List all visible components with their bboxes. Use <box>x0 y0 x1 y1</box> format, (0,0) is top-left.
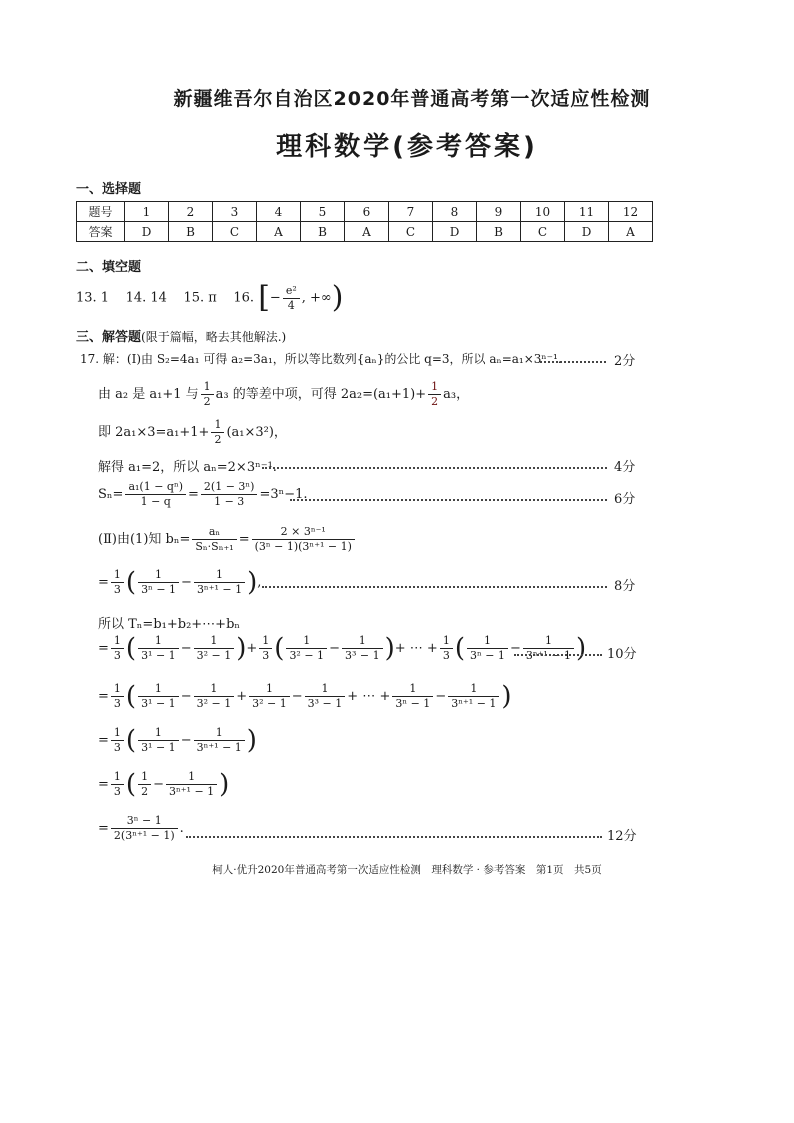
answer-cell: D <box>565 222 609 242</box>
q17-line-3: 即 2a₁×3=a₁+1+ $\frac{1}{2}$ (a₁×3²)， <box>98 418 287 446</box>
score-10: 10分 <box>607 647 637 662</box>
answer-cell: C <box>213 222 257 242</box>
fill-answers: 13. 1 14. 14 15. π 16. [− $\frac{\text{e²}}{4}$ , +∞) <box>76 280 344 315</box>
q17-line-9: = $\frac{1}{3}$ ( $\frac{1}{\text{3¹ − 1}}$ − $\frac{1}{\text{3² − 1}}$ )+ $\frac{1}{3}$ ( $\frac{1}{\text{3² − 1}}$ − $\frac{1}{\text{3³ − 1}}$ )+ ⋯ + $\frac{1}{3}$ ( $\frac{1}{\text{3ⁿ − 1}}$ − $\frac{1}{\text{3ⁿ⁺¹ − 1}}$ ) <box>98 633 587 664</box>
question-number: 6 <box>345 202 389 222</box>
question-number: 3 <box>213 202 257 222</box>
q17-line-5: Sₙ= $\frac{\text{a₁(1 − qⁿ)}}{1 - q}$ = $\frac{\text{2(1 − 3ⁿ)}}{1 - 3}$ =3ⁿ−1. <box>98 480 308 508</box>
q17-line-6: (Ⅱ)由(1)知 bₙ= $\frac{\text{aₙ}}{\text{Sₙ·Sₙ₊₁}}$ = $\frac{\text{2 × 3ⁿ⁻¹}}{\text{(3ⁿ − 1)(3ⁿ⁺¹ − 1)}}$ <box>98 525 357 554</box>
question-number: 10 <box>521 202 565 222</box>
answer-cell: C <box>389 222 433 242</box>
answer-cell: B <box>477 222 521 242</box>
score-6: 6分 <box>614 492 636 507</box>
q17-line-8: 所以 Tₙ=b₁+b₂+⋯+bₙ <box>98 617 241 632</box>
row-label-answer: 答案 <box>77 222 125 242</box>
document-subtitle: 理科数学(参考答案) <box>276 132 538 162</box>
question-number: 8 <box>433 202 477 222</box>
section-note: (限于篇幅，略去其他解法.) <box>141 330 287 344</box>
q17-line-7: = $\frac{1}{3}$ ( $\frac{1}{\text{3ⁿ − 1}}$ − $\frac{1}{\text{3ⁿ⁺¹ − 1}}$ ), <box>98 567 262 598</box>
q17-line-2: 由 a₂ 是 a₁+1 与 $\frac{1}{2}$ a₃ 的等差中项，可得 2a₂=(a₁+1)+ $\frac{1}{2}$ a₃， <box>98 380 470 408</box>
page-footer: 柯人·优升2020年普通高考第一次适应性检测 理科数学 · 参考答案 第1页 共5页 <box>212 864 602 876</box>
answer-cell: C <box>521 222 565 242</box>
answer-table <box>76 201 653 242</box>
q17-line-11: = $\frac{1}{3}$ ( $\frac{1}{\text{3¹ − 1}}$ − $\frac{1}{\text{3ⁿ⁺¹ − 1}}$ ) <box>98 725 257 756</box>
question-number: 7 <box>389 202 433 222</box>
section-heading-solve-row <box>76 326 286 345</box>
q16-fraction: $\frac{\text{e²}}{4}$ <box>283 284 300 313</box>
score-4: 4分 <box>614 460 636 475</box>
question-number: 11 <box>565 202 609 222</box>
q17-line-13: = $\frac{\text{3ⁿ − 1}}{\text{2(3ⁿ⁺¹ − 1)}}$ . <box>98 814 184 842</box>
answer-cell: B <box>169 222 213 242</box>
q17-line-1: 17. 解：(Ⅰ)由 S₂=4a₁ 可得 a₂=3a₁，所以等比数列{aₙ}的公比 q=3，所以 aₙ=a₁×3ⁿ⁻¹. <box>80 352 562 366</box>
answer-cell: A <box>345 222 389 242</box>
question-number: 12 <box>609 202 653 222</box>
document-title: 新疆维吾尔自治区2020年普通高考第一次适应性检测 <box>173 88 651 110</box>
question-number: 4 <box>257 202 301 222</box>
question-number: 5 <box>301 202 345 222</box>
table-row <box>77 202 653 222</box>
q16-tail: , +∞ <box>301 290 332 306</box>
question-number: 9 <box>477 202 521 222</box>
question-number: 1 <box>125 202 169 222</box>
table-row <box>77 222 653 242</box>
q17-line-12: = $\frac{1}{3}$ ( $\frac{1}{2}$ − $\frac{1}{\text{3ⁿ⁺¹ − 1}}$ ) <box>98 769 230 800</box>
question-number: 2 <box>169 202 213 222</box>
fill-answers-text: 13. 1 14. 14 15. π 16. <box>76 290 255 306</box>
score-8: 8分 <box>614 579 636 594</box>
answer-cell: A <box>609 222 653 242</box>
section-heading-choice: 一、选择题 <box>76 182 142 197</box>
q17-line-4: 解得 a₁=2，所以 aₙ=2×3ⁿ⁻¹. <box>98 460 277 475</box>
answer-cell: A <box>257 222 301 242</box>
score-2: 2分 <box>614 354 636 369</box>
answer-cell: D <box>433 222 477 242</box>
answer-cell: D <box>125 222 169 242</box>
row-label-number: 题号 <box>77 202 125 222</box>
section-heading-fill: 二、填空题 <box>76 260 142 275</box>
answer-cell: B <box>301 222 345 242</box>
score-12: 12分 <box>607 829 637 844</box>
q17-line-10: = $\frac{1}{3}$ ( $\frac{1}{\text{3¹ − 1}}$ − $\frac{1}{\text{3² − 1}}$ + $\frac{1}{\text{3² − 1}}$ − $\frac{1}{\text{3³ − 1}}$ + ⋯ + $\frac{1}{\text{3ⁿ − 1}}$ − $\frac{1}{\text{3ⁿ⁺¹ − 1}}$ ) <box>98 681 512 712</box>
section-heading-solve: 三、解答题 <box>76 330 142 345</box>
